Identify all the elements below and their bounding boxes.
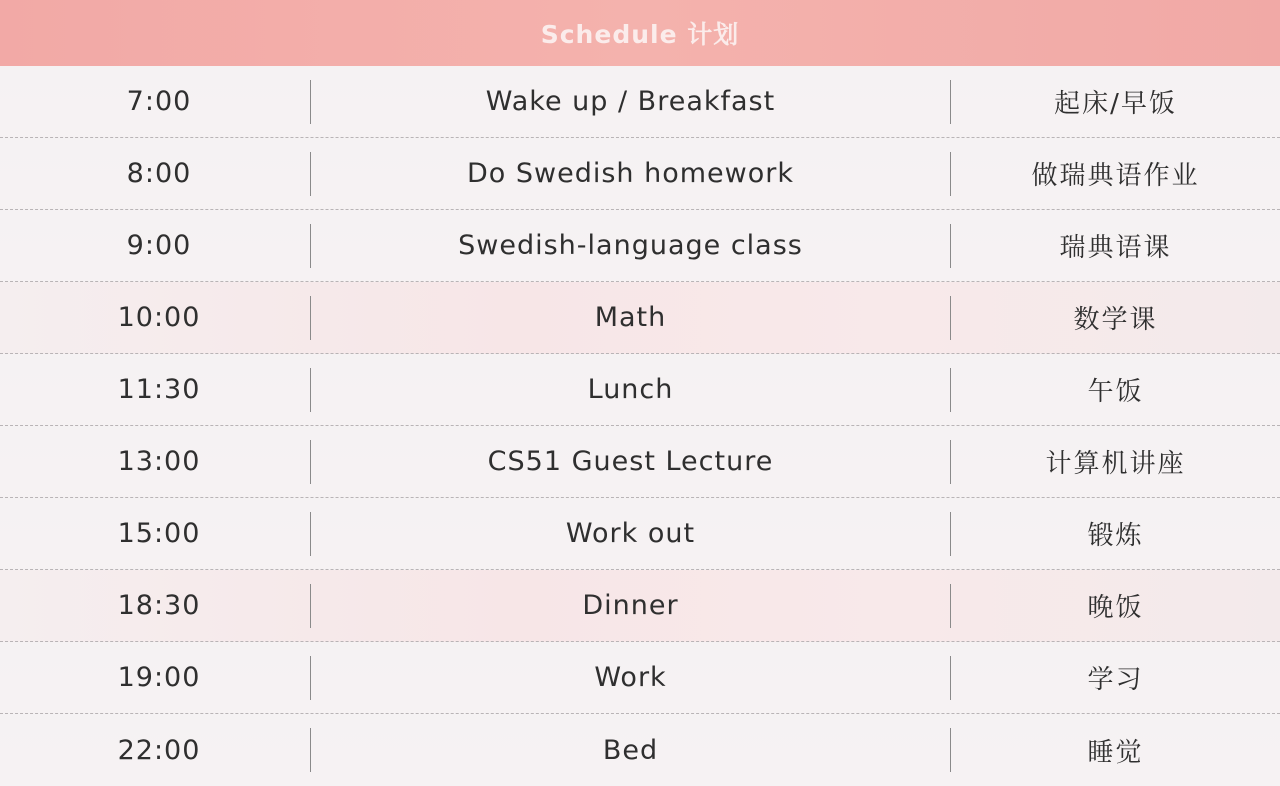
schedule-title: Schedule 计划 — [540, 20, 740, 49]
activity-english-cell: Math — [594, 302, 667, 333]
activity-chinese-cell: 晚饭 — [1087, 593, 1144, 623]
table-row — [0, 282, 1280, 354]
table-row — [0, 210, 1280, 282]
time-cell: 15:00 — [117, 518, 201, 549]
activity-english-cell: Work — [594, 662, 667, 693]
table-row — [0, 138, 1280, 210]
table-row — [0, 354, 1280, 426]
activity-chinese-cell: 锻炼 — [1087, 521, 1144, 551]
time-cell: 10:00 — [117, 302, 201, 333]
activity-chinese-cell: 起床/早饭 — [1054, 89, 1177, 119]
activity-chinese-cell: 午饭 — [1087, 377, 1144, 407]
table-row — [0, 66, 1280, 138]
schedule-header — [0, 0, 1280, 66]
activity-chinese-cell: 计算机讲座 — [1045, 449, 1186, 479]
activity-chinese-cell: 睡觉 — [1087, 737, 1144, 768]
schedule-table — [0, 66, 1280, 786]
table-row — [0, 714, 1280, 786]
table-row — [0, 426, 1280, 498]
time-cell: 11:30 — [117, 374, 201, 405]
time-cell: 7:00 — [126, 86, 192, 117]
time-cell: 13:00 — [117, 446, 201, 477]
time-cell: 9:00 — [126, 230, 192, 261]
time-cell: 19:00 — [117, 662, 201, 693]
activity-english-cell: Bed — [602, 734, 659, 766]
activity-chinese-cell: 学习 — [1087, 665, 1144, 695]
activity-english-cell: CS51 Guest Lecture — [487, 446, 774, 477]
activity-english-cell: Lunch — [587, 374, 674, 405]
time-cell: 18:30 — [117, 590, 201, 621]
activity-english-cell: Wake up / Breakfast — [485, 86, 776, 117]
table-row — [0, 570, 1280, 642]
time-cell: 8:00 — [126, 158, 192, 189]
table-row — [0, 642, 1280, 714]
activity-english-cell: Work out — [565, 518, 696, 549]
activity-chinese-cell: 瑞典语课 — [1059, 233, 1172, 263]
activity-chinese-cell: 做瑞典语作业 — [1031, 161, 1200, 191]
activity-english-cell: Swedish-language class — [458, 230, 803, 261]
activity-chinese-cell: 数学课 — [1073, 305, 1158, 335]
time-cell: 22:00 — [117, 734, 201, 766]
table-row — [0, 498, 1280, 570]
activity-english-cell: Dinner — [582, 590, 679, 621]
activity-english-cell: Do Swedish homework — [466, 158, 794, 189]
